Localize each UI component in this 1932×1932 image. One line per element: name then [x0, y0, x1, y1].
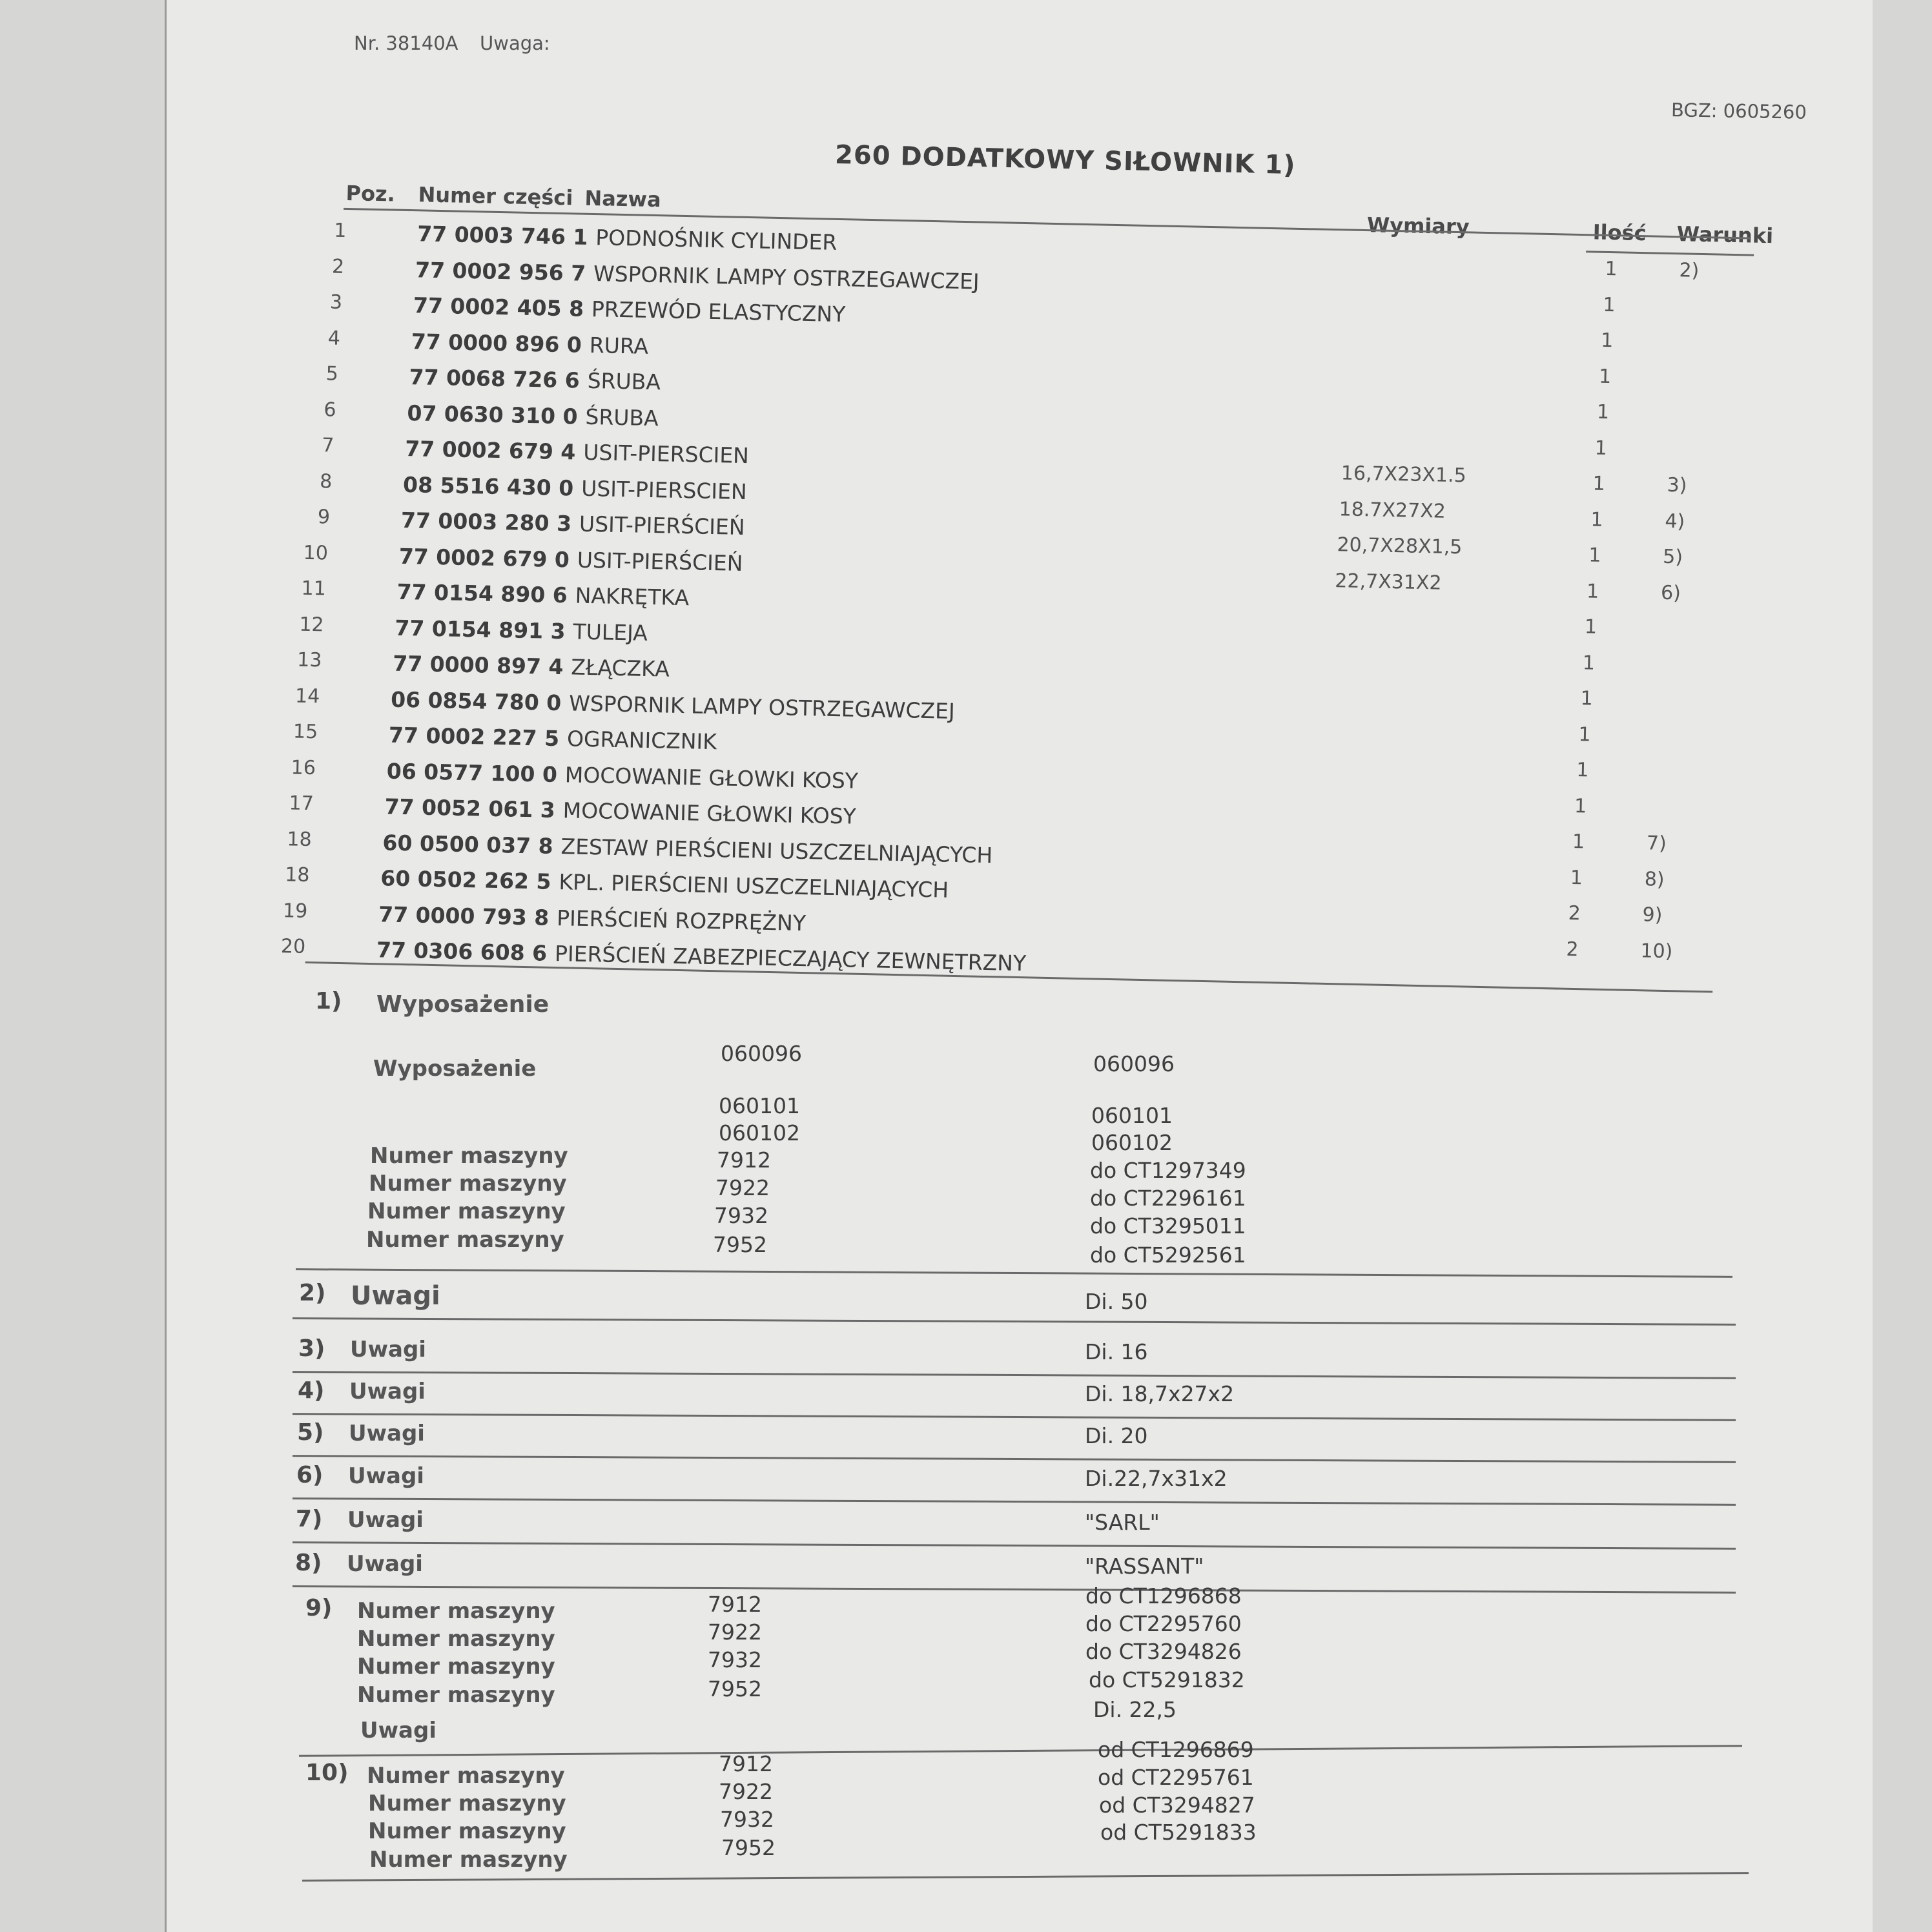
cell-ilosc: 1 [1574, 794, 1587, 817]
footnote-rule [293, 1585, 1736, 1594]
part-number: 77 0306 608 6 [376, 937, 548, 966]
cell-part [411, 329, 648, 359]
cell-poz: 15 [293, 720, 318, 744]
page-title: 260 DODATKOWY SIŁOWNIK 1) [834, 139, 1297, 181]
footnote-rule [293, 1497, 1736, 1506]
cell-poz: 14 [294, 684, 320, 708]
part-name: PIERŚCIEŃ ROZPRĘŻNY [556, 905, 807, 936]
cell-part [417, 221, 838, 255]
part-number: 60 0500 037 8 [382, 829, 554, 859]
uwagi-label: Uwagi [347, 1551, 423, 1577]
footnote-number: 6) [296, 1462, 324, 1488]
uwagi-value: "SARL" [1085, 1510, 1160, 1535]
cell-warunki: 2) [1679, 259, 1700, 282]
part-name: TULEJA [573, 618, 648, 646]
machine-model: 7952 [708, 1676, 762, 1701]
footnote-number: 3) [298, 1335, 325, 1362]
cell-part [403, 471, 747, 504]
cell-poz: 11 [301, 577, 327, 601]
uwagi-value: Di. 16 [1085, 1339, 1148, 1364]
equipment-code: 060096 [721, 1041, 802, 1066]
cell-part [378, 901, 807, 936]
part-name: MOCOWANIE GŁOWKI KOSY [562, 797, 857, 829]
part-number: 07 0630 310 0 [407, 400, 578, 429]
cell-ilosc: 1 [1576, 759, 1589, 782]
part-number: 77 0000 896 0 [411, 328, 582, 358]
part-name: WSPORNIK LAMPY OSTRZEGAWCZEJ [593, 260, 980, 294]
equipment-code: 060102 [1091, 1130, 1173, 1155]
cell-poz: 3 [329, 291, 343, 314]
cell-ilosc: 1 [1578, 723, 1591, 746]
cell-poz: 1 [333, 219, 347, 242]
cell-poz: 9 [317, 506, 331, 529]
cell-warunki: 10) [1640, 939, 1673, 963]
cell-poz: 18 [287, 827, 312, 851]
cell-poz: 17 [289, 792, 314, 816]
cell-poz: 7 [321, 434, 334, 457]
cell-poz: 6 [324, 398, 336, 422]
cell-part [413, 293, 846, 327]
part-name: USIT-PIERSCIEN [581, 475, 748, 504]
cell-poz: 5 [325, 362, 339, 385]
parts-table [149, 0, 1878, 1039]
machine-model: 7922 [715, 1175, 770, 1200]
uwagi-value: Di.22,7x31x2 [1085, 1466, 1228, 1491]
machine-range: do CT2295760 [1085, 1611, 1242, 1636]
footnote-number: 5) [297, 1419, 324, 1446]
machine-label: Numer maszyny [357, 1626, 555, 1652]
part-number: 77 0000 897 4 [392, 650, 564, 680]
part-number: 77 0068 726 6 [409, 364, 581, 393]
part-name: PIERŚCIEŃ ZABEZPIECZAJĄCY ZEWNĘTRZNY [554, 940, 1027, 976]
machine-model: 7912 [719, 1751, 773, 1776]
part-number: 77 0002 227 5 [388, 722, 560, 752]
machine-model: 7952 [721, 1835, 776, 1860]
footnote-number: 4) [298, 1377, 325, 1404]
machine-range: od CT2295761 [1098, 1765, 1254, 1790]
column-header-poz: Poz. [345, 180, 396, 207]
equipment-code: 060096 [1093, 1051, 1175, 1076]
machine-label: Numer maszyny [369, 1171, 567, 1197]
uwagi-value: Di. 50 [1085, 1289, 1148, 1314]
machine-label: Numer maszyny [369, 1847, 568, 1873]
machine-label: Numer maszyny [368, 1791, 566, 1816]
wyposazenie-label: Wyposażenie [373, 1056, 537, 1082]
equipment-code: 060101 [719, 1093, 800, 1118]
machine-range: do CT1297349 [1090, 1158, 1246, 1183]
document-page [165, 0, 1873, 1932]
part-name: WSPORNIK LAMPY OSTRZEGAWCZEJ [568, 690, 956, 724]
cell-ilosc: 1 [1598, 365, 1612, 388]
part-name: MOCOWANIE GŁOWKI KOSY [564, 761, 859, 794]
cell-ilosc: 1 [1586, 579, 1599, 603]
machine-label: Numer maszyny [357, 1682, 555, 1708]
machine-model: 7922 [719, 1779, 773, 1804]
footnote-heading: Wyposażenie [376, 991, 550, 1018]
cell-wymiary: 18.7X27X2 [1339, 497, 1446, 523]
machine-label: Numer maszyny [357, 1654, 555, 1680]
machine-model: 7932 [720, 1807, 774, 1832]
uwagi-label: Uwagi [351, 1281, 440, 1311]
footnote-number: 7) [296, 1506, 323, 1532]
part-number: 77 0002 679 0 [398, 543, 570, 572]
cell-ilosc: 1 [1592, 472, 1606, 495]
cell-ilosc: 2 [1568, 901, 1581, 925]
part-number: 06 0854 780 0 [390, 686, 562, 715]
cell-part [391, 686, 955, 723]
part-name: ŚRUBA [585, 404, 659, 431]
uwagi-label: Uwagi [349, 1421, 425, 1446]
uwagi-label: Uwagi [349, 1379, 426, 1404]
machine-range: do CT5292561 [1090, 1242, 1246, 1268]
part-name: ZESTAW PIERŚCIENI USZCZELNIAJĄCYCH [560, 833, 993, 868]
header-rule-right [1586, 251, 1754, 256]
footnote-rule [302, 1872, 1749, 1882]
uwaga-label: Uwaga: [480, 32, 550, 54]
cell-poz: 18 [284, 863, 310, 887]
footnote-number: 9) [305, 1595, 333, 1621]
cell-poz: 10 [303, 541, 329, 564]
cell-ilosc: 1 [1590, 508, 1603, 531]
machine-range: od CT5291833 [1100, 1820, 1257, 1845]
cell-wymiary: 22,7X31X2 [1335, 569, 1442, 595]
cell-part [380, 865, 949, 902]
machine-model: 7912 [708, 1592, 762, 1617]
footnote-number: 1) [315, 988, 342, 1014]
cell-poz: 8 [319, 469, 333, 493]
machine-range: do CT1296868 [1085, 1583, 1242, 1608]
cell-warunki: 3) [1667, 473, 1687, 497]
cell-poz: 20 [280, 935, 306, 958]
footnote-rule [293, 1317, 1736, 1326]
cell-ilosc: 1 [1582, 651, 1596, 675]
column-header-ilosc: Ilość [1592, 220, 1647, 246]
part-name: PODNOŚNIK CYLINDER [595, 225, 838, 255]
cell-part [401, 508, 745, 540]
uwagi-label: Uwagi [348, 1463, 424, 1489]
uwagi-label: Uwagi [350, 1337, 426, 1362]
cell-ilosc: 1 [1600, 329, 1614, 353]
cell-ilosc: 1 [1572, 830, 1585, 854]
cell-poz: 4 [327, 326, 341, 350]
cell-part [409, 364, 661, 395]
cell-ilosc: 1 [1605, 257, 1618, 281]
footnote-rule [293, 1371, 1736, 1379]
cell-part [382, 830, 992, 868]
part-name: ZŁĄCZKA [570, 654, 670, 682]
machine-range: od CT3294827 [1099, 1793, 1255, 1818]
cell-ilosc: 1 [1588, 544, 1601, 567]
part-number: 60 0502 262 5 [380, 865, 551, 894]
part-name: USIT-PIERŚCIEŃ [579, 511, 745, 540]
cell-part [405, 436, 749, 468]
cell-part [407, 400, 659, 431]
part-name: KPL. PIERŚCIENI USZCZELNIAJĄCYCH [559, 869, 949, 903]
cell-poz: 19 [282, 899, 308, 923]
column-header-nazwa: Nazwa [584, 185, 662, 212]
machine-label: Numer maszyny [367, 1198, 566, 1224]
cell-warunki: 6) [1660, 581, 1681, 604]
machine-label: Numer maszyny [367, 1763, 565, 1789]
part-number: 77 0003 280 3 [400, 507, 572, 537]
cell-part [398, 543, 743, 575]
cell-warunki: 5) [1662, 545, 1683, 569]
machine-range: do CT5291832 [1089, 1667, 1245, 1692]
machine-range: do CT3295011 [1090, 1213, 1246, 1238]
footnote-number: 10) [305, 1760, 349, 1786]
footnote-rule [293, 1455, 1736, 1463]
uwagi-value: Di. 18,7x27x2 [1085, 1381, 1235, 1406]
part-number: 06 0577 100 0 [386, 757, 558, 787]
cell-poz: 16 [291, 755, 316, 779]
part-number: 77 0002 956 7 [415, 256, 586, 286]
machine-range: od CT1296869 [1098, 1737, 1254, 1762]
machine-range: do CT2296161 [1090, 1186, 1246, 1211]
machine-model: 7932 [708, 1647, 762, 1672]
uwagi-label: Uwagi [360, 1718, 437, 1743]
cell-part [415, 257, 980, 294]
machine-model: 7952 [713, 1232, 767, 1257]
cell-warunki: 7) [1646, 832, 1667, 856]
cell-part [396, 579, 689, 610]
cell-part [395, 615, 648, 645]
cell-warunki: 9) [1642, 903, 1663, 927]
part-number: 77 0000 793 8 [378, 901, 550, 930]
part-name: USIT-PIERSCIEN [582, 439, 750, 469]
cell-part [386, 758, 858, 793]
cell-part [389, 723, 717, 755]
part-name: USIT-PIERŚCIEŃ [577, 547, 743, 576]
bgz-code: BGZ: 0605260 [1670, 99, 1807, 123]
document-number: Nr. 38140A [354, 32, 458, 54]
part-number: 77 0154 890 6 [396, 579, 568, 608]
part-number: 77 0003 746 1 [416, 221, 588, 250]
column-header-wymiary: Wymiary [1366, 212, 1470, 240]
part-number: 08 5516 430 0 [402, 471, 574, 500]
footnote-rule [299, 1745, 1742, 1757]
machine-range: do CT3294826 [1085, 1639, 1242, 1664]
machine-label: Numer maszyny [366, 1227, 564, 1253]
part-number: 77 0002 679 4 [404, 435, 576, 465]
cell-ilosc: 1 [1570, 866, 1583, 889]
uwagi-label: Uwagi [347, 1507, 424, 1533]
cell-ilosc: 1 [1580, 687, 1594, 710]
part-name: NAKRĘTKA [575, 582, 690, 611]
part-name: PRZEWÓD ELASTYCZNY [591, 296, 846, 327]
cell-ilosc: 1 [1603, 293, 1616, 316]
part-number: 77 0002 405 8 [413, 293, 584, 322]
cell-wymiary: 20,7X28X1,5 [1337, 533, 1463, 559]
footnote-rule [293, 1541, 1736, 1550]
machine-model: 7922 [708, 1619, 762, 1645]
part-name: OGRANICZNIK [566, 726, 717, 755]
machine-model: 7932 [714, 1203, 768, 1228]
cell-part [393, 651, 670, 682]
cell-ilosc: 1 [1594, 437, 1608, 460]
machine-label: Numer maszyny [357, 1598, 555, 1624]
cell-poz: 2 [331, 255, 345, 278]
footnote-number: 2) [299, 1280, 326, 1306]
cell-poz: 13 [296, 648, 322, 672]
part-number: 77 0052 061 3 [384, 794, 556, 823]
cell-wymiary: 16,7X23X1.5 [1341, 462, 1466, 488]
column-header-numer: Numer części [418, 182, 573, 211]
machine-model: 7912 [717, 1147, 771, 1173]
equipment-code: 060101 [1091, 1103, 1173, 1128]
uwagi-value: Di. 22,5 [1093, 1697, 1177, 1722]
cell-ilosc: 1 [1584, 615, 1598, 639]
uwagi-value: Di. 20 [1085, 1423, 1148, 1448]
machine-label: Numer maszyny [370, 1143, 568, 1169]
footnote-rule [293, 1413, 1736, 1421]
footnote-number: 8) [295, 1550, 322, 1576]
part-number: 77 0154 891 3 [395, 615, 566, 644]
footnote-rule [296, 1268, 1732, 1278]
cell-warunki: 4) [1665, 509, 1685, 533]
cell-warunki: 8) [1644, 867, 1665, 891]
cell-poz: 12 [299, 613, 324, 636]
cell-part [384, 794, 856, 828]
part-name: RURA [589, 332, 649, 359]
cell-ilosc: 2 [1566, 938, 1579, 961]
part-name: ŚRUBA [587, 367, 661, 395]
uwagi-value: "RASSANT" [1085, 1554, 1204, 1579]
cell-ilosc: 1 [1596, 400, 1610, 424]
machine-label: Numer maszyny [368, 1818, 566, 1844]
column-header-warunki: Warunki [1676, 221, 1774, 249]
equipment-code: 060102 [719, 1120, 800, 1146]
